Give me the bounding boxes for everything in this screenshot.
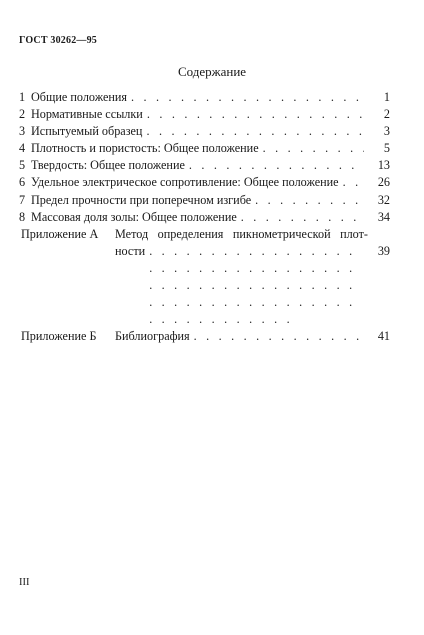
toc-entry-number: 6 <box>19 175 26 190</box>
toc-entry-label: Твердость: Общее положение <box>31 158 185 173</box>
page-number: III <box>19 577 30 588</box>
toc-leader <box>189 157 364 174</box>
toc-leader <box>194 328 364 345</box>
page-title: Содержание <box>177 64 247 79</box>
toc-entry-number: 3 <box>19 124 26 139</box>
toc-entry-number: 1 <box>19 90 26 104</box>
toc-entry-number: 4 <box>19 141 26 156</box>
toc-entry-page: 2 <box>383 107 390 122</box>
toc-entry-5[interactable] <box>19 157 390 174</box>
toc-appendix-b[interactable] <box>19 328 390 345</box>
toc-leader <box>343 174 364 191</box>
toc-entry-1[interactable] <box>19 89 390 106</box>
toc-entry-page: 13 <box>377 158 390 173</box>
toc-entry-page: 1 <box>383 90 390 104</box>
toc-entry-label: Удельное электрическое сопротивление: Общее положение <box>31 175 339 190</box>
toc-appendix-a[interactable] <box>19 226 390 329</box>
table-of-contents <box>19 89 390 345</box>
toc-entry-7[interactable] <box>19 192 390 209</box>
appendix-title-line1: Метод определения пикнометрической плот- <box>115 226 368 241</box>
appendix-page: 39 <box>377 243 390 258</box>
toc-entry-label: Массовая доля золы: Общее положение <box>31 209 237 224</box>
toc-leader <box>263 140 364 157</box>
toc-entry-page: 32 <box>377 192 390 207</box>
toc-entry-number: 7 <box>19 192 26 207</box>
toc-entry-page: 3 <box>383 124 390 139</box>
toc-entry-number: 2 <box>19 107 26 122</box>
toc-entry-6[interactable] <box>19 174 390 191</box>
toc-entry-page: 26 <box>377 175 390 190</box>
toc-leader <box>255 192 364 209</box>
toc-entry-number: 8 <box>19 209 26 224</box>
toc-entry-label: Испытуемый образец <box>31 124 143 139</box>
appendix-title-line2: ности <box>115 243 146 258</box>
toc-entry-3[interactable] <box>19 123 390 140</box>
toc-entry-4[interactable] <box>19 140 390 157</box>
toc-leader <box>146 123 364 140</box>
toc-entry-2[interactable] <box>19 106 390 123</box>
appendix-page: 41 <box>377 329 390 344</box>
toc-leader <box>147 106 364 123</box>
toc-leader <box>241 209 364 226</box>
appendix-label: Приложение А <box>21 226 99 241</box>
appendix-title: Библиография <box>115 329 190 344</box>
document-code: ГОСТ 30262—95 <box>19 35 98 46</box>
toc-entry-label: Общие положения <box>31 90 128 104</box>
toc-entry-label: Предел прочности при поперечном изгибе <box>31 192 252 207</box>
toc-entry-label: Плотность и пористость: Общее положение <box>31 141 259 156</box>
toc-leader <box>131 89 364 106</box>
toc-leader <box>149 243 364 328</box>
toc-entry-number: 5 <box>19 158 26 173</box>
toc-entry-page: 34 <box>377 209 390 224</box>
toc-entry-page: 5 <box>383 141 390 156</box>
appendix-label: Приложение Б <box>21 329 97 344</box>
toc-entry-label: Нормативные ссылки <box>31 107 143 122</box>
toc-entry-8[interactable] <box>19 209 390 226</box>
